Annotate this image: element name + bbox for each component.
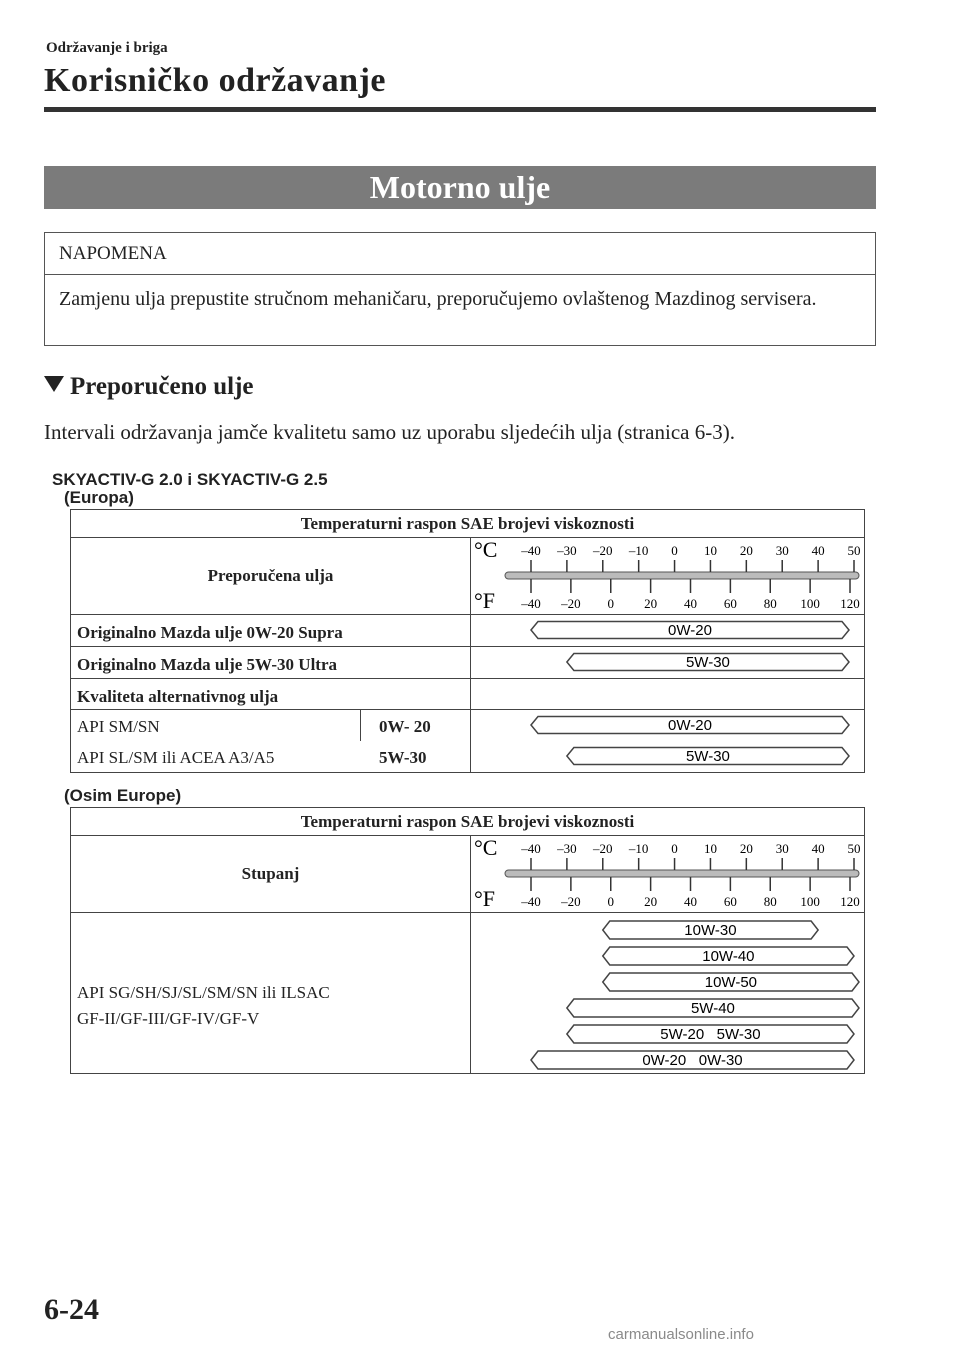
celsius-tick-label: –20 [593, 841, 613, 856]
fahrenheit-tick-label: 80 [763, 894, 777, 909]
viscosity-band-label: 10W-30 [684, 922, 737, 939]
europe-oil-table [70, 509, 865, 773]
celsius-tick-label: –40 [521, 543, 541, 558]
celsius-tick-label: 40 [811, 841, 825, 856]
recommended-heading [44, 373, 254, 401]
europe-band [471, 647, 864, 679]
note-box [44, 232, 876, 346]
other-temperature-scale [471, 836, 864, 913]
fahrenheit-tick-label: 40 [684, 596, 698, 611]
other-scale-cell [471, 836, 864, 913]
engine-label: SKYACTIV-G 2.0 i SKYACTIV-G 2.5 [52, 470, 328, 489]
viscosity-band-label: 10W-50 [704, 974, 758, 991]
other-table-header: Temperaturni raspon SAE brojevi viskoznosti [71, 808, 864, 836]
celsius-unit: °C [474, 836, 498, 860]
europe-band-cell [471, 615, 864, 647]
celsius-tick-label: 10 [703, 841, 717, 856]
celsius-unit: °C [474, 538, 498, 562]
fahrenheit-tick-label: 20 [644, 894, 658, 909]
celsius-tick-label: 20 [739, 543, 753, 558]
recommended-heading-text: Preporučeno ulje [70, 373, 254, 400]
viscosity-band-label: 0W-20 [668, 717, 712, 734]
fahrenheit-tick-label: 100 [800, 894, 820, 909]
celsius-tick-label: 30 [775, 841, 789, 856]
fahrenheit-tick-label: –20 [561, 894, 581, 909]
fahrenheit-tick-label: 100 [800, 596, 820, 611]
europe-band-cell [471, 647, 864, 679]
viscosity-band-label: 10W-40 [702, 948, 755, 965]
celsius-tick-label: –40 [521, 841, 541, 856]
europe-row-label: API SM/SN [71, 710, 361, 741]
viscosity-band-label: 5W-30 [685, 748, 730, 765]
celsius-tick-label: 10 [703, 543, 717, 558]
fahrenheit-tick-label: 0 [607, 596, 615, 611]
celsius-tick-label: 0 [671, 543, 678, 558]
fahrenheit-tick-label: 60 [723, 894, 737, 909]
viscosity-band-label: 5W-20 5W-30 [660, 1026, 761, 1043]
europe-row-label: API SL/SM ili ACEA A3/A5 [77, 748, 275, 767]
fahrenheit-tick-label: 80 [763, 596, 777, 611]
europe-band-cell-empty [471, 679, 864, 710]
other-region-label: (Osim Europe) [64, 786, 182, 805]
fahrenheit-tick-label: 60 [723, 596, 737, 611]
fahrenheit-tick-label: 40 [684, 894, 698, 909]
europe-band [471, 741, 864, 772]
celsius-tick-label: 0 [671, 841, 678, 856]
fahrenheit-tick-label: –40 [521, 596, 541, 611]
europe-row-grade: 0W- 20 [361, 710, 471, 741]
other-spec-line2: GF-II/GF-III/GF-IV/GF-V [77, 1009, 260, 1028]
celsius-tick-label: –10 [628, 841, 649, 856]
viscosity-band-label: 0W-20 [668, 622, 712, 639]
europe-band-cell [471, 741, 864, 772]
fahrenheit-tick-label: 0 [607, 894, 615, 909]
fahrenheit-tick-label: –40 [521, 894, 541, 909]
fahrenheit-unit: °F [474, 588, 496, 613]
page-number: 6-24 [44, 1293, 99, 1326]
other-bands-chart [471, 913, 864, 1073]
section-label: Održavanje i briga [46, 40, 168, 56]
other-spec-line1: API SG/SH/SJ/SL/SM/SN ili ILSAC [77, 983, 330, 1002]
celsius-tick-label: –10 [628, 543, 649, 558]
temperature-bar [505, 870, 859, 877]
europe-scale-cell [471, 538, 864, 615]
europe-temperature-scale [471, 538, 864, 615]
title-rule [44, 107, 876, 112]
section-banner: Motorno ulje [44, 166, 876, 209]
viscosity-band-label: 0W-20 0W-30 [642, 1052, 743, 1069]
europe-band-cell [471, 710, 864, 741]
europe-table-header: Temperaturni raspon SAE brojevi viskoznosti [71, 510, 864, 538]
europe-band [471, 615, 864, 647]
europe-row-label: Kvaliteta alternativnog ulja [71, 679, 471, 710]
viscosity-band-label: 5W-40 [690, 1000, 735, 1017]
fahrenheit-tick-label: 120 [840, 894, 860, 909]
other-col-label: Stupanj [71, 836, 471, 913]
europe-row-label: Originalno Mazda ulje 5W-30 Ultra [71, 647, 471, 679]
celsius-tick-label: 50 [847, 543, 861, 558]
other-spec-cell [71, 913, 471, 1073]
celsius-tick-label: –30 [557, 841, 577, 856]
fahrenheit-unit: °F [474, 886, 496, 911]
page-title: Korisničko održavanje [44, 62, 386, 99]
europe-row-label: Originalno Mazda ulje 0W-20 Supra [71, 615, 471, 647]
intro-text: Intervali održavanja jamče kvalitetu samo uz uporabu sljedećih ulja (stranica 6-3). [44, 420, 735, 444]
other-oil-table [70, 807, 865, 1074]
note-body: Zamjenu ulja prepustite stručnom mehaničaru, preporučujemo ovlaštenog Mazdinog servisera. [59, 288, 817, 310]
note-heading: NAPOMENA [45, 233, 875, 275]
europe-region-label: (Europa) [64, 488, 134, 507]
viscosity-band-label: 5W-30 [685, 654, 730, 671]
celsius-tick-label: 40 [811, 543, 825, 558]
fahrenheit-tick-label: 120 [840, 596, 860, 611]
watermark: carmanualsonline.info [608, 1326, 754, 1343]
celsius-tick-label: –20 [593, 543, 613, 558]
triangle-bullet-icon [44, 376, 64, 392]
celsius-tick-label: –30 [557, 543, 577, 558]
celsius-tick-label: 50 [847, 841, 861, 856]
fahrenheit-tick-label: –20 [561, 596, 581, 611]
celsius-tick-label: 20 [739, 841, 753, 856]
fahrenheit-tick-label: 20 [644, 596, 658, 611]
temperature-bar [505, 572, 859, 579]
europe-col-label: Preporučena ulja [71, 538, 471, 615]
europe-band [471, 710, 864, 741]
celsius-tick-label: 30 [775, 543, 789, 558]
other-bands-cell [471, 913, 864, 1073]
europe-row-grade: 5W-30 [361, 741, 471, 772]
